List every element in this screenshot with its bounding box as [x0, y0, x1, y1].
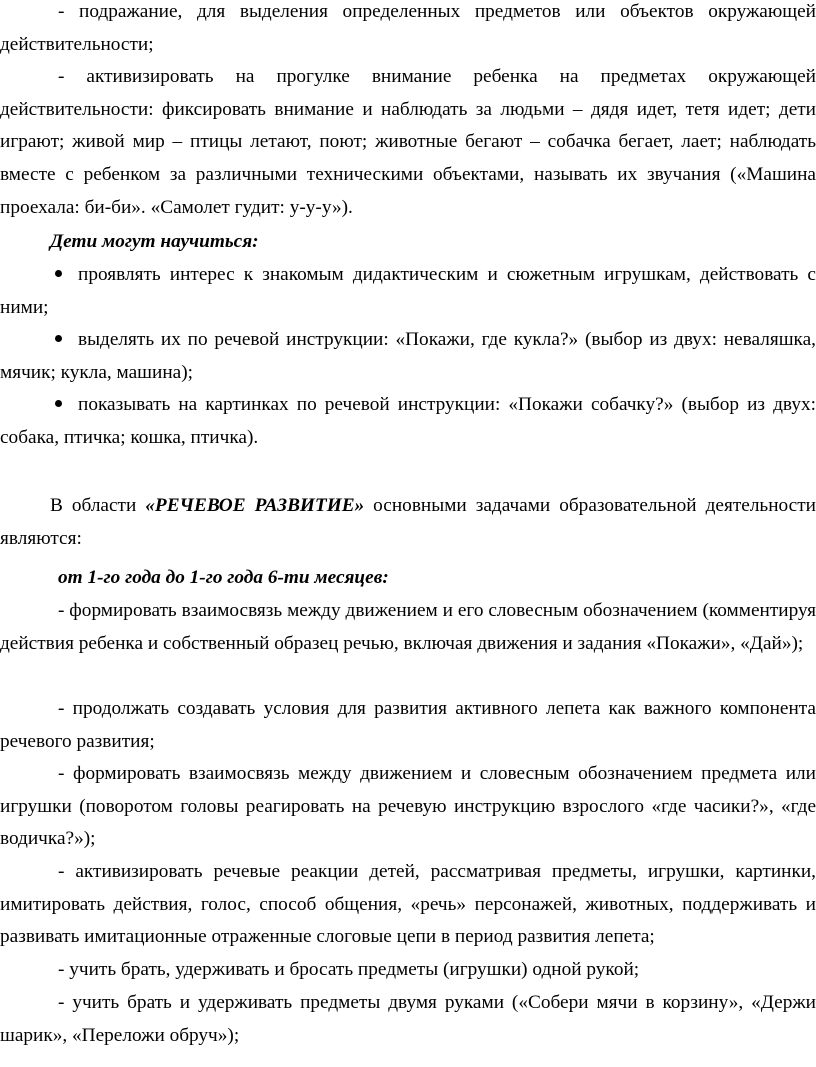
bullet-dot-icon	[55, 270, 62, 277]
intro-area-title: «РЕЧЕВОЕ РАЗВИТИЕ»	[145, 495, 365, 516]
paragraph-speech-item-4: - активизировать речевые реакции детей, рассматривая предметы, игрушки, картинки, имитировать действия, голос, способ общения, «речь» персонажей, животных, поддерживать и развивать имитационные отраженные слоговые цепи в период развития лепета;	[0, 861, 816, 948]
bullet-item-select-toys	[0, 324, 816, 389]
intro-text-before: В области	[50, 495, 146, 516]
paragraph-speech-item-2: - продолжать создавать условия для развития активного лепета как важного компонента речевого развития;	[0, 698, 816, 752]
bullet-item-show-pictures	[0, 389, 816, 454]
bullet-item-interest	[0, 259, 816, 324]
paragraph-walk-attention: - активизировать на прогулке внимание ребенка на предметах окружающей действительности: фиксировать внимание и наблюдать за людьми – дядя идет, тетя идет; дети играют; живой мир – птицы летают, поют; животные бегают – собачка бегает, лает; наблюдать вместе с ребенком за различными техническими объектами, называть их звучания («Машина проехала: би-би». «Самолет гудит: у-у-у»).	[0, 66, 816, 218]
heading-age-range: от 1-го года до 1-го года 6-ти месяцев:	[58, 567, 389, 588]
paragraph-speech-item-1: - формировать взаимосвязь между движением и его словесным обозначением (комментируя действия ребенка и собственный образец речью, включая движения и задания «Покажи», «Дай»);	[0, 600, 816, 654]
paragraph-speech-item-3: - формировать взаимосвязь между движением и словесным обозначением предмета или игрушки (поворотом головы реагировать на речевую инструкцию взрослого «где часики?», «где водичка?»);	[0, 763, 816, 850]
bullet-item-text: проявлять интерес к знакомым дидактическим и сюжетным игрушкам, действовать с ними;	[0, 264, 816, 318]
paragraph-speech-item-6: - учить брать и удерживать предметы двумя руками («Собери мячи в корзину», «Держи шарик», «Переложи обруч»);	[0, 992, 816, 1046]
bullet-item-text: выделять их по речевой инструкции: «Покажи, где кукла?» (выбор из двух: неваляшка, мячик; кукла, машина);	[0, 329, 816, 383]
bullet-dot-icon	[55, 335, 62, 342]
paragraph-speech-item-5: - учить брать, удерживать и бросать предметы (игрушки) одной рукой;	[58, 959, 640, 980]
bullet-item-text: показывать на картинках по речевой инструкции: «Покажи собачку?» (выбор из двух: собака, птичка; кошка, птичка).	[0, 394, 816, 448]
intro-text-after: основными задачами образовательной деятельности являются:	[0, 495, 816, 549]
bullet-dot-icon	[55, 400, 62, 407]
heading-children-can-learn: Дети могут научиться:	[50, 231, 259, 252]
paragraph-imitation: - подражание, для выделения определенных предметов или объектов окружающей действительности;	[0, 1, 816, 55]
paragraph-speech-intro	[0, 490, 816, 555]
